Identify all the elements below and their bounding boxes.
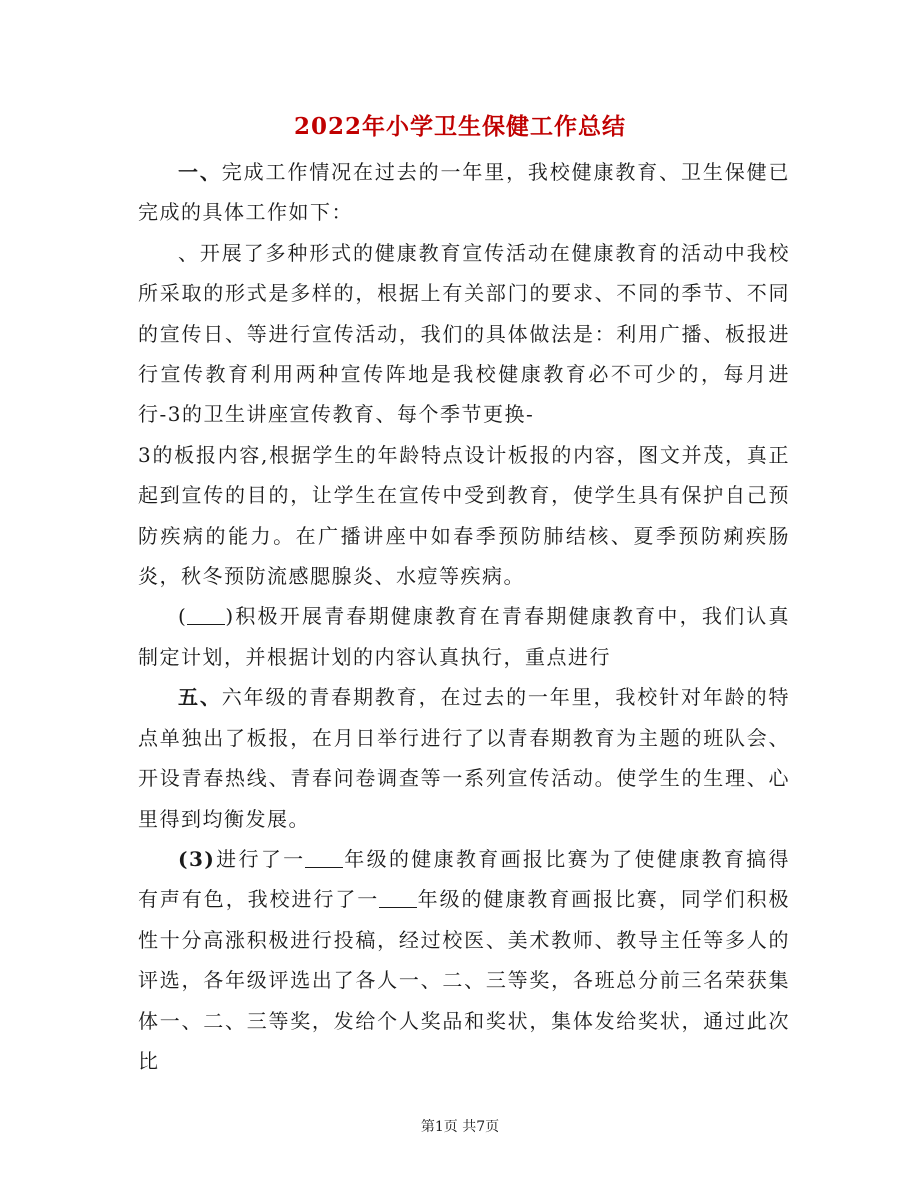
- document-body: [138, 152, 790, 1081]
- paragraph-4: [138, 596, 790, 677]
- fill-in-blank: [379, 887, 417, 908]
- paragraph-1: [138, 152, 790, 233]
- fill-in-blank: [305, 847, 343, 868]
- paragraph-text: 完成工作情况在过去的一年里，我校健康教育、卫生保健已完成的具体工作如下：: [138, 160, 791, 225]
- paragraph-5: [138, 677, 790, 839]
- paragraph-3: 3的板报内容,根据学生的年龄特点设计板报的内容，图文并茂，真正起到宣传的目的，让学生在宣传中受到教育，使学生具有保护自己预防疾病的能力。在广播讲座中如春季预防肺结核、夏季预防痢疾肠炎，秋冬预防流感腮腺炎、水痘等疾病。: [138, 442, 790, 589]
- paren-close: ): [225, 604, 235, 629]
- fill-in-blank: [187, 604, 225, 625]
- paren-open: (: [178, 604, 188, 629]
- paragraph-text: 年级的健康教育画报比赛为了使健康教育搞得有声有色，我校进行了一: [138, 846, 791, 912]
- paragraph-2: 、开展了多种形式的健康教育宣传活动在健康教育的活动中我校所采取的形式是多样的，根据上有关部门的要求、不同的季节、不同的宣传日、等进行宣传活动，我们的具体做法是：利用广播、板报进行宣传教育利用两种宣传阵地是我校健康教育必不可少的，每月进行-3的卫生讲座宣传教育、每个季节更换-: [138, 240, 790, 427]
- item-number: (3): [178, 846, 216, 871]
- paragraph-text: 年级的健康教育画报比赛，同学们积极性十分高涨积极进行投稿，经过校医、美术教师、教导主任等多人的评选，各年级评选出了各人一、二、三等奖，各班总分前三名荣获集体一、二、三等奖，发给个人奖品和奖状，集体发给奖状，通过此次比: [138, 887, 791, 1073]
- paragraph-text: 进行了一: [215, 846, 306, 871]
- page-footer: 第1页 共7页: [420, 1119, 500, 1135]
- document-title: 2022年小学卫生保健工作总结: [293, 113, 626, 140]
- section-number: 一、: [178, 160, 222, 184]
- paragraph-text: 六年级的青春期教育，在过去的一年里，我校针对年龄的特点单独出了板报，在月日举行进行了以青春期教育为主题的班队会、开设青春热线、青春问卷调查等一系列宣传活动。使学生的生理、心里得到均衡发展。: [138, 685, 791, 831]
- section-number: 五、: [178, 685, 222, 710]
- paragraph-text: 积极开展青春期健康教育在青春期健康教育中，我们认真制定计划，并根据计划的内容认真执行，重点进行: [138, 604, 790, 669]
- paragraph-6: [138, 839, 790, 1081]
